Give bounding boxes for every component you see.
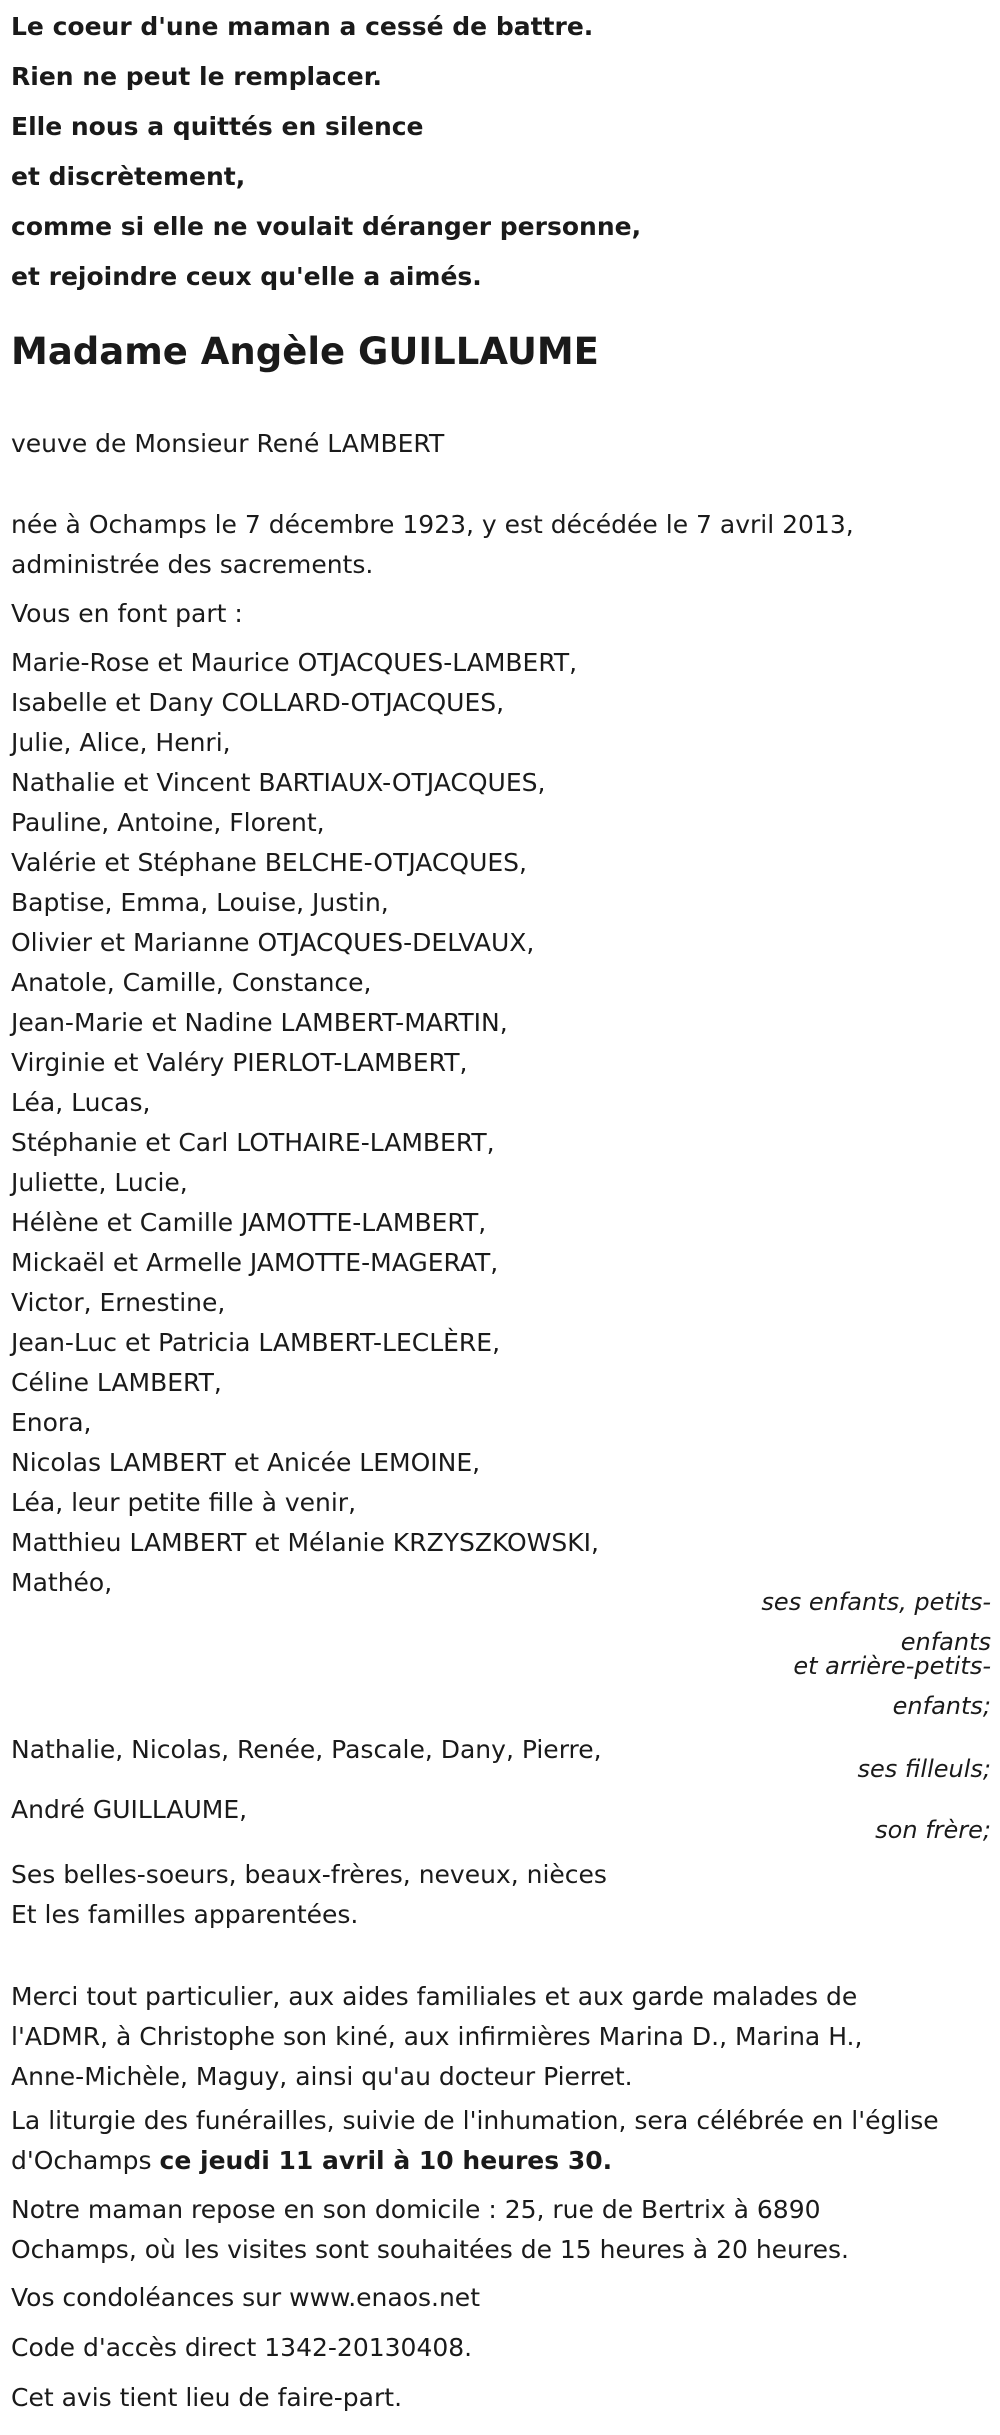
family-line: Baptise, Emma, Louise, Justin,: [11, 888, 389, 917]
family-line: Olivier et Marianne OTJACQUES-DELVAUX,: [11, 928, 535, 957]
liturgy: [11, 2101, 939, 2181]
birth-death: [11, 505, 854, 585]
family-line: Enora,: [11, 1408, 92, 1437]
role-brother: son frère;: [875, 1816, 991, 1844]
access-code: Code d'accès direct 1342-20130408.: [11, 2333, 473, 2362]
poem-line: Rien ne peut le remplacer.: [11, 62, 382, 91]
family-line: Victor, Ernestine,: [11, 1288, 226, 1317]
rest-place: [11, 2190, 849, 2270]
family-line: Anatole, Camille, Constance,: [11, 968, 372, 997]
role-children-3: et arrière-petits-: [793, 1652, 991, 1680]
rest-line: Ochamps, où les visites sont souhaitées de 15 heures à 20 heures.: [11, 2235, 849, 2264]
family-line: Juliette, Lucie,: [11, 1168, 188, 1197]
brother: André GUILLAUME,: [11, 1795, 248, 1824]
family-line: Stéphanie et Carl LOTHAIRE-LAMBERT,: [11, 1128, 495, 1157]
notice: Cet avis tient lieu de faire-part.: [11, 2383, 403, 2412]
condolences: Vos condoléances sur www.enaos.net: [11, 2283, 480, 2312]
family-line: Valérie et Stéphane BELCHE-OTJACQUES,: [11, 848, 527, 877]
liturgy-prefix: d'Ochamps: [11, 2146, 160, 2175]
role-godchildren: ses filleuls;: [857, 1755, 991, 1783]
poem-line: comme si elle ne voulait déranger personne,: [11, 212, 642, 241]
family-line: Nicolas LAMBERT et Anicée LEMOINE,: [11, 1448, 481, 1477]
family-line: Virginie et Valéry PIERLOT-LAMBERT,: [11, 1048, 468, 1077]
family-line: Jean-Luc et Patricia LAMBERT-LECLÈRE,: [11, 1328, 501, 1357]
thanks-line: Anne-Michèle, Maguy, ainsi qu'au docteur Pierret.: [11, 2062, 633, 2091]
poem-line: et rejoindre ceux qu'elle a aimés.: [11, 262, 482, 291]
family-list: [11, 643, 599, 1603]
family-line: Matthieu LAMBERT et Mélanie KRZYSZKOWSKI,: [11, 1528, 599, 1557]
liturgy-line: La liturgie des funérailles, suivie de l'inhumation, sera célébrée en l'église: [11, 2106, 939, 2135]
family-line: Hélène et Camille JAMOTTE-LAMBERT,: [11, 1208, 487, 1237]
thanks: [11, 1977, 862, 2097]
rest-line: Notre maman repose en son domicile : 25, rue de Bertrix à 6890: [11, 2195, 821, 2224]
poem: [11, 2, 641, 302]
family-line: Marie-Rose et Maurice OTJACQUES-LAMBERT,: [11, 648, 578, 677]
family-line: Julie, Alice, Henri,: [11, 728, 231, 757]
family-line: Mathéo,: [11, 1568, 113, 1597]
announce: Vous en font part :: [11, 599, 243, 628]
inlaws-line: Et les familles apparentées.: [11, 1900, 359, 1929]
poem-line: et discrètement,: [11, 162, 246, 191]
role-children-2: enfants: [900, 1628, 991, 1656]
inlaws: [11, 1855, 607, 1935]
family-line: Nathalie et Vincent BARTIAUX-OTJACQUES,: [11, 768, 546, 797]
birth-death-line: née à Ochamps le 7 décembre 1923, y est décédée le 7 avril 2013,: [11, 510, 854, 539]
widow-of: veuve de Monsieur René LAMBERT: [11, 429, 445, 458]
thanks-line: l'ADMR, à Christophe son kiné, aux infirmières Marina D., Marina H.,: [11, 2022, 863, 2051]
family-line: Léa, leur petite fille à venir,: [11, 1488, 357, 1517]
thanks-line: Merci tout particulier, aux aides familiales et aux garde malades de: [11, 1982, 858, 2011]
role-children-1: ses enfants, petits-: [761, 1588, 991, 1616]
liturgy-datetime: ce jeudi 11 avril à 10 heures 30.: [159, 2146, 613, 2175]
poem-line: Elle nous a quittés en silence: [11, 112, 424, 141]
family-line: Céline LAMBERT,: [11, 1368, 222, 1397]
godchildren: Nathalie, Nicolas, Renée, Pascale, Dany, Pierre,: [11, 1735, 602, 1764]
family-line: Mickaël et Armelle JAMOTTE-MAGERAT,: [11, 1248, 499, 1277]
deceased-name: Madame Angèle GUILLAUME: [11, 330, 599, 373]
family-line: Pauline, Antoine, Florent,: [11, 808, 325, 837]
family-line: Jean-Marie et Nadine LAMBERT-MARTIN,: [11, 1008, 508, 1037]
family-line: Léa, Lucas,: [11, 1088, 151, 1117]
family-line: Isabelle et Dany COLLARD-OTJACQUES,: [11, 688, 505, 717]
inlaws-line: Ses belles-soeurs, beaux-frères, neveux, nièces: [11, 1860, 607, 1889]
birth-death-line: administrée des sacrements.: [11, 550, 374, 579]
role-children-4: enfants;: [892, 1692, 991, 1720]
liturgy-line: [11, 2141, 939, 2181]
poem-line: Le coeur d'une maman a cessé de battre.: [11, 12, 594, 41]
